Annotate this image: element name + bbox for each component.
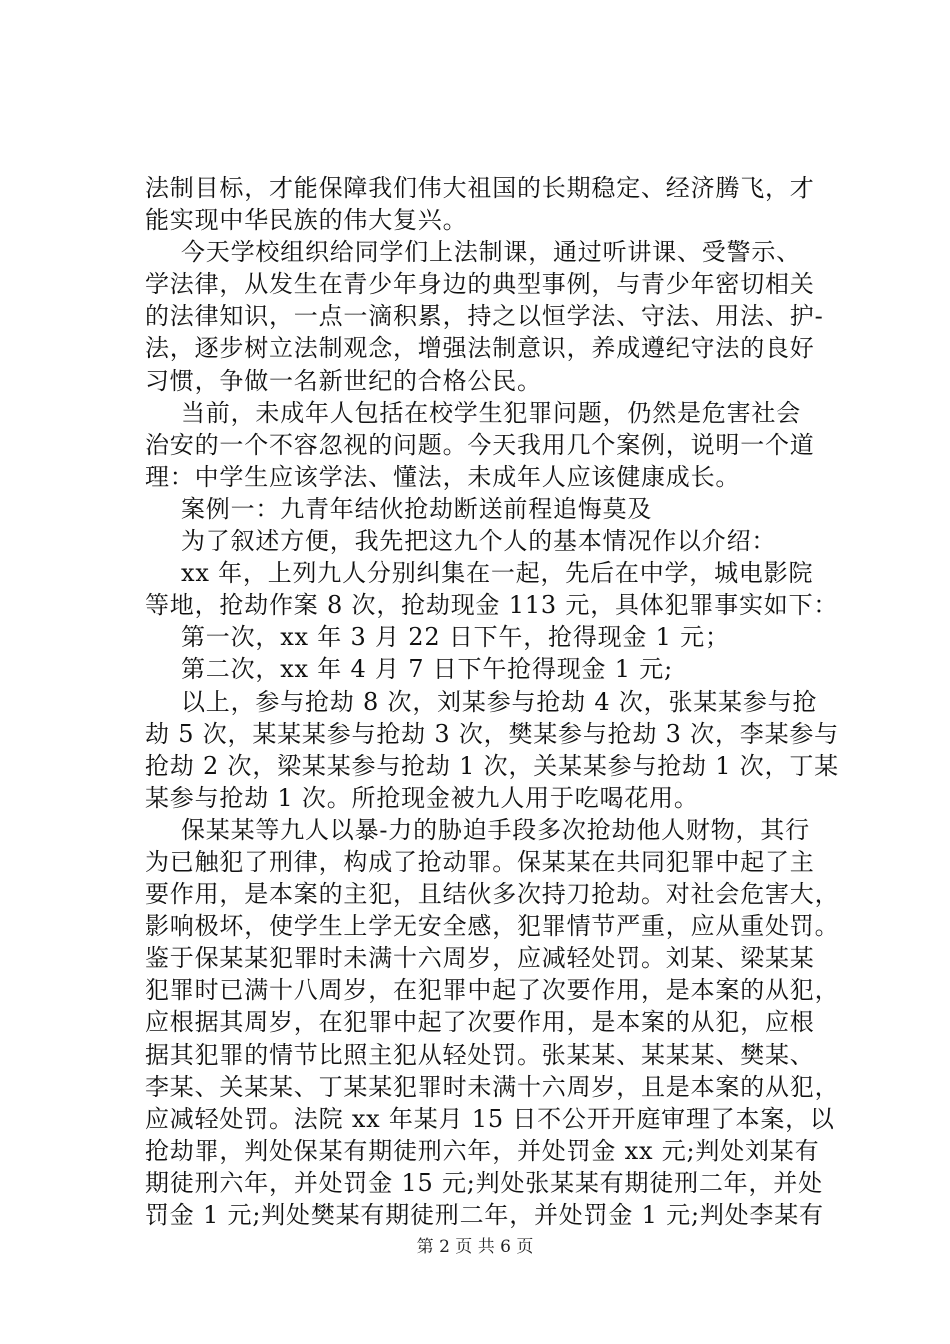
text-line: 能实现中华民族的伟大复兴。 (145, 206, 468, 235)
text-line: 学法律，从发生在青少年身边的典型事例，与青少年密切相关 (145, 270, 815, 299)
text-line: 当前，未成年人包括在校学生犯罪问题，仍然是危害社会 (181, 398, 801, 427)
text-line: 抢劫罪，判处保某有期徒刑六年，并处罚金 xx 元;判处刘某有 (145, 1136, 820, 1165)
text-line: 犯罪时已满十八周岁，在犯罪中起了次要作用，是本案的从犯， (145, 976, 840, 1005)
text-line: 李某、关某某、丁某某犯罪时未满十六周岁，且是本案的从犯， (145, 1072, 840, 1101)
text-line: 影响极坏，使学生上学无安全感，犯罪情节严重，应从重处罚。 (145, 912, 840, 941)
text-line: 要作用，是本案的主犯，且结伙多次持刀抢劫。对社会危害大， (145, 880, 840, 909)
text-line: 法，逐步树立法制观念，增强法制意识，养成遵纪守法的良好 (145, 334, 815, 363)
text-line: 治安的一个不容忽视的问题。今天我用几个案例，说明一个道 (145, 430, 815, 459)
page-footer (0, 1235, 950, 1259)
text-line: 的法律知识，一点一滴积累，持之以恒学法、守法、用法、护- (145, 302, 824, 331)
text-line: 今天学校组织给同学们上法制课，通过听讲课、受警示、 (181, 238, 801, 267)
text-line: 某参与抢劫 1 次。所抢现金被九人用于吃喝花用。 (145, 783, 699, 812)
text-line: 第一次，xx 年 3 月 22 日下午，抢得现金 1 元； (181, 623, 730, 652)
text-line: 抢劫 2 次，梁某某参与抢劫 1 次，关某某参与抢劫 1 次，丁某 (145, 751, 839, 780)
text-line: 第二次，xx 年 4 月 7 日下午抢得现金 1 元; (181, 655, 673, 684)
text-line: 应减轻处罚。法院 xx 年某月 15 日不公开开庭审理了本案，以 (145, 1104, 835, 1133)
text-line: 习惯，争做一名新世纪的合格公民。 (145, 366, 542, 395)
text-line: 为已触犯了刑律，构成了抢动罪。保某某在共同犯罪中起了主 (145, 847, 815, 876)
text-line: 劫 5 次，某某某参与抢劫 3 次，樊某参与抢劫 3 次，李某参与 (145, 719, 839, 748)
text-line: 应根据其周岁，在犯罪中起了次要作用，是本案的从犯，应根 (145, 1008, 815, 1037)
text-line: 法制目标，才能保障我们伟大祖国的长期稳定、经济腾飞，才 (145, 174, 815, 202)
text-line: xx 年，上列九人分别纠集在一起，先后在中学，城电影院 (181, 559, 814, 588)
text-line: 以上，参与抢劫 8 次，刘某参与抢劫 4 次，张某某参与抢 (181, 687, 818, 716)
text-line: 期徒刑六年，并处罚金 15 元;判处张某某有期徒刑二年，并处 (145, 1168, 823, 1197)
text-line: 等地，抢劫作案 8 次，抢劫现金 113 元，具体犯罪事实如下： (145, 591, 839, 620)
text-line: 鉴于保某某犯罪时未满十六周岁，应减轻处罚。刘某、梁某某 (145, 944, 815, 973)
case-heading: 案例一：九青年结伙抢劫断送前程追悔莫及 (181, 494, 653, 523)
text-line: 据其犯罪的情节比照主犯从轻处罚。张某某、某某某、樊某、 (145, 1040, 815, 1069)
text-line: 罚金 1 元;判处樊某有期徒刑二年，并处罚金 1 元;判处李某有 (145, 1201, 824, 1229)
text-line: 保某某等九人以暴-力的胁迫手段多次抢劫他人财物，其行 (181, 815, 810, 844)
document-body (145, 172, 845, 1231)
text-line: 理：中学生应该学法、懂法，未成年人应该健康成长。 (145, 462, 741, 491)
text-line: 为了叙述方便，我先把这九个人的基本情况作以介绍： (181, 527, 777, 556)
page-number-label: 第 2 页 共 6 页 (416, 1237, 534, 1257)
